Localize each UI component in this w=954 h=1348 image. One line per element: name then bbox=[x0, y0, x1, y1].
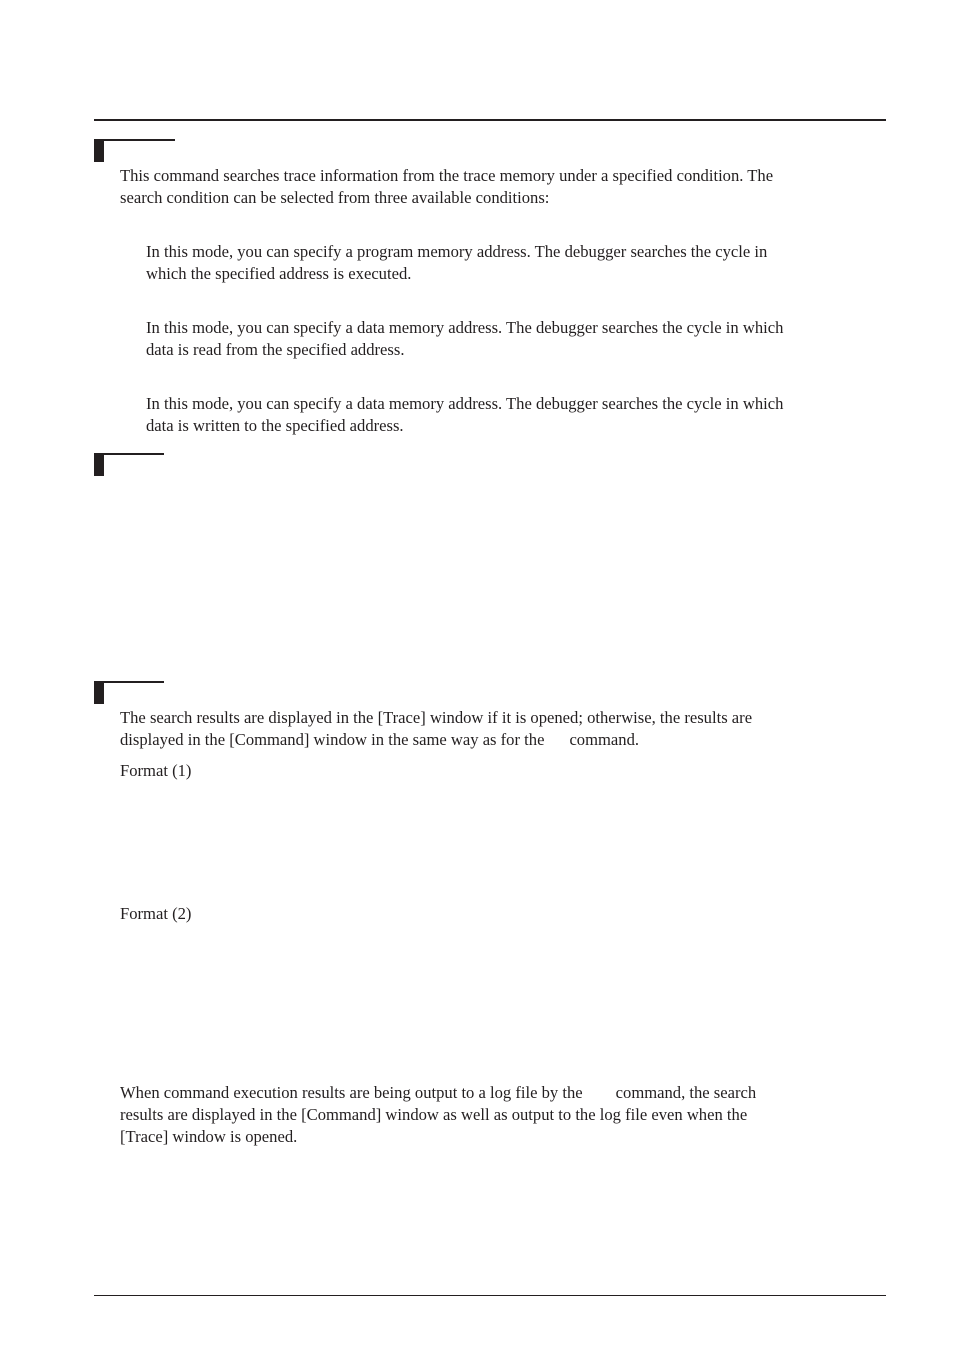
display-line-1: The search results are displayed in the [Trace] window if it is opened; otherwise, the results are bbox=[120, 708, 753, 727]
note-line-1-end: command, the search bbox=[615, 1083, 757, 1102]
intro-paragraph bbox=[120, 165, 773, 209]
note-line-1-start: When command execution results are being output to a log file by the bbox=[120, 1083, 583, 1102]
format-2-label: Format (2) bbox=[120, 904, 192, 923]
section-marker-examples bbox=[94, 454, 104, 476]
display-line-2-end: command. bbox=[569, 730, 640, 749]
section-rule-examples bbox=[94, 453, 164, 455]
display-line-2-start: displayed in the [Command] window in the same way as for the bbox=[120, 730, 545, 749]
mode-data-read bbox=[146, 317, 783, 361]
log-note-paragraph bbox=[120, 1082, 756, 1148]
intro-line-1: This command searches trace information from the trace memory under a specified condition. The bbox=[120, 166, 774, 185]
section-rule-display bbox=[94, 681, 164, 683]
section-marker-display bbox=[94, 682, 104, 704]
mode-2-line-1: In this mode, you can specify a data memory address. The debugger searches the cycle in which bbox=[146, 318, 784, 337]
note-line-3: [Trace] window is opened. bbox=[120, 1127, 298, 1146]
header-rule bbox=[94, 119, 886, 121]
display-paragraph bbox=[120, 707, 752, 751]
mode-2-line-2: data is read from the specified address. bbox=[146, 340, 405, 359]
format-1-label: Format (1) bbox=[120, 761, 192, 780]
note-line-2: results are displayed in the [Command] window as well as output to the log file even when the bbox=[120, 1105, 748, 1124]
mode-data-write bbox=[146, 393, 783, 437]
mode-3-line-1: In this mode, you can specify a data memory address. The debugger searches the cycle in which bbox=[146, 394, 784, 413]
mode-instruction-fetch bbox=[146, 241, 767, 285]
mode-1-line-2: which the specified address is executed. bbox=[146, 264, 412, 283]
mode-1-line-1: In this mode, you can specify a program memory address. The debugger searches the cycle in bbox=[146, 242, 768, 261]
mode-3-line-2: data is written to the specified address. bbox=[146, 416, 404, 435]
intro-line-2: search condition can be selected from three available conditions: bbox=[120, 188, 550, 207]
section-rule-function bbox=[94, 139, 175, 141]
section-marker-function bbox=[94, 140, 104, 162]
footer-rule bbox=[94, 1295, 886, 1296]
